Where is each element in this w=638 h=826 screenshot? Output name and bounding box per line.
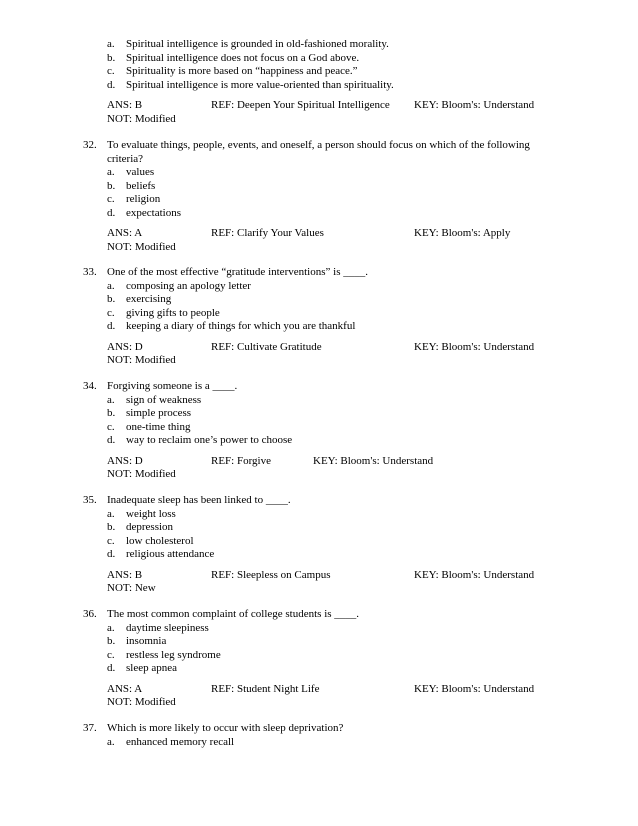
not-label: NOT: Modified: [107, 354, 176, 366]
option-text: way to reclaim one’s power to choose: [126, 434, 293, 446]
question-36: [0, 608, 638, 710]
option-text: beliefs: [126, 179, 156, 192]
option-text: values: [126, 166, 155, 178]
question-stem-row: [0, 722, 638, 736]
option-text: simple process: [126, 407, 192, 419]
answer-label: ANS: A: [107, 682, 143, 695]
not-label: NOT: Modified: [107, 240, 176, 253]
option-row: [0, 521, 638, 535]
question-stem-row: [0, 608, 638, 622]
option-letter: a.: [107, 393, 115, 406]
option-row: [0, 662, 638, 676]
option-row: [0, 52, 638, 66]
question-32: [0, 139, 638, 254]
option-text: daytime sleepiness: [126, 621, 209, 634]
question-stem-row: [0, 380, 638, 394]
key-label: KEY: Bloom's: Understand: [414, 682, 535, 695]
question-35: [0, 494, 638, 596]
option-text: depression: [126, 521, 174, 533]
key-label: KEY: Bloom's: Understand: [414, 340, 535, 353]
option-row: [0, 180, 638, 194]
answer-label: ANS: B: [107, 99, 143, 111]
reference-label: REF: Student Night Life: [211, 682, 320, 695]
answer-row: [0, 683, 638, 697]
key-label: KEY: Bloom's: Understand: [414, 99, 535, 111]
option-letter: c.: [107, 420, 115, 433]
option-letter: d.: [107, 548, 116, 560]
question-stem: criteria?: [107, 152, 144, 165]
option-letter: c.: [107, 648, 115, 661]
not-row: [0, 696, 638, 710]
question-stem: Which is more likely to occur with sleep deprivation?: [107, 722, 344, 734]
question-31-continuation: [0, 38, 638, 126]
option-letter: b.: [107, 51, 116, 64]
key-label: KEY: Bloom's: Understand: [313, 454, 434, 467]
option-text: religious attendance: [126, 548, 215, 560]
option-letter: b.: [107, 293, 116, 305]
question-34: [0, 380, 638, 482]
question-number: 33.: [83, 266, 97, 278]
not-row: [0, 354, 638, 368]
not-label: NOT: Modified: [107, 468, 176, 480]
option-letter: a.: [107, 38, 115, 50]
option-text: insomnia: [126, 635, 167, 647]
option-letter: a.: [107, 166, 115, 178]
key-label: KEY: Bloom's: Understand: [414, 568, 535, 581]
not-label: NOT: Modified: [107, 696, 176, 708]
answer-label: ANS: D: [107, 454, 143, 467]
option-row: [0, 166, 638, 180]
not-row: [0, 582, 638, 596]
reference-label: REF: Forgive: [211, 454, 272, 467]
question-number: 36.: [83, 608, 97, 620]
option-row: [0, 736, 638, 750]
option-row: [0, 434, 638, 448]
question-stem: To evaluate things, people, events, and oneself, a person should focus on which of the following: [107, 139, 530, 151]
question-stem-row: [0, 153, 638, 167]
reference-label: REF: Deepen Your Spiritual Intelligence: [211, 99, 390, 111]
question-number: 35.: [83, 494, 97, 506]
option-row: [0, 79, 638, 93]
question-stem-row: [0, 139, 638, 153]
option-row: [0, 65, 638, 79]
option-text: enhanced memory recall: [126, 735, 235, 748]
option-letter: b.: [107, 521, 116, 533]
option-row: [0, 407, 638, 421]
option-letter: d.: [107, 320, 116, 332]
option-row: [0, 307, 638, 321]
option-text: sign of weakness: [126, 393, 202, 406]
option-letter: d.: [107, 662, 116, 674]
option-row: [0, 320, 638, 334]
option-row: [0, 535, 638, 549]
option-text: weight loss: [126, 507, 176, 520]
option-text: restless leg syndrome: [126, 648, 221, 661]
option-text: low cholesterol: [126, 534, 194, 547]
not-label: NOT: Modified: [107, 112, 176, 125]
reference-label: REF: Clarify Your Values: [211, 227, 324, 239]
option-text: giving gifts to people: [126, 306, 220, 319]
option-text: Spiritual intelligence is grounded in old-fashioned morality.: [126, 38, 389, 50]
key-label: KEY: Bloom's: Apply: [414, 227, 511, 239]
not-row: [0, 468, 638, 482]
option-text: sleep apnea: [126, 662, 177, 674]
question-33: [0, 266, 638, 368]
answer-label: ANS: A: [107, 227, 143, 239]
question-stem: Inadequate sleep has been linked to ____.: [107, 494, 291, 506]
option-letter: d.: [107, 434, 116, 446]
option-text: exercising: [126, 293, 172, 305]
question-stem: One of the most effective “gratitude interventions” is ____.: [107, 266, 368, 278]
option-row: [0, 622, 638, 636]
reference-label: REF: Cultivate Gratitude: [211, 340, 322, 353]
answer-row: [0, 227, 638, 241]
question-stem: The most common complaint of college students is ____.: [107, 608, 360, 620]
option-letter: b.: [107, 635, 116, 647]
option-text: Spirituality is more based on “happiness and peace.”: [126, 65, 358, 77]
option-text: one-time thing: [126, 420, 191, 433]
option-letter: c.: [107, 306, 115, 319]
option-row: [0, 508, 638, 522]
answer-row: [0, 569, 638, 583]
option-letter: b.: [107, 179, 116, 192]
reference-label: REF: Sleepless on Campus: [211, 568, 331, 581]
option-text: composing an apology letter: [126, 279, 251, 292]
option-row: [0, 38, 638, 52]
option-letter: a.: [107, 735, 115, 748]
option-row: [0, 193, 638, 207]
not-label: NOT: New: [107, 582, 156, 594]
option-row: [0, 548, 638, 562]
question-37: [0, 722, 638, 749]
option-text: keeping a diary of things for which you are thankful: [126, 320, 356, 332]
option-text: Spiritual intelligence does not focus on a God above.: [126, 51, 360, 64]
option-letter: d.: [107, 206, 116, 219]
option-letter: c.: [107, 65, 115, 77]
question-number: 32.: [83, 139, 97, 151]
option-row: [0, 649, 638, 663]
option-text: Spiritual intelligence is more value-oriented than spirituality.: [126, 78, 394, 91]
question-stem-row: [0, 494, 638, 508]
option-letter: b.: [107, 407, 116, 419]
option-letter: c.: [107, 193, 115, 205]
option-row: [0, 293, 638, 307]
option-letter: d.: [107, 78, 116, 91]
option-letter: c.: [107, 534, 115, 547]
question-number: 37.: [83, 722, 97, 734]
option-letter: a.: [107, 507, 115, 520]
option-row: [0, 207, 638, 221]
question-stem: Forgiving someone is a ____.: [107, 380, 238, 392]
option-letter: a.: [107, 279, 115, 292]
option-row: [0, 394, 638, 408]
option-text: religion: [126, 193, 161, 205]
option-text: expectations: [126, 206, 181, 219]
not-row: [0, 113, 638, 127]
question-stem-row: [0, 266, 638, 280]
answer-label: ANS: D: [107, 340, 143, 353]
question-number: 34.: [83, 380, 97, 392]
answer-row: [0, 341, 638, 355]
option-row: [0, 421, 638, 435]
answer-row: [0, 455, 638, 469]
not-row: [0, 241, 638, 255]
option-row: [0, 280, 638, 294]
answer-label: ANS: B: [107, 568, 143, 581]
option-row: [0, 635, 638, 649]
option-letter: a.: [107, 621, 115, 634]
answer-row: [0, 99, 638, 113]
